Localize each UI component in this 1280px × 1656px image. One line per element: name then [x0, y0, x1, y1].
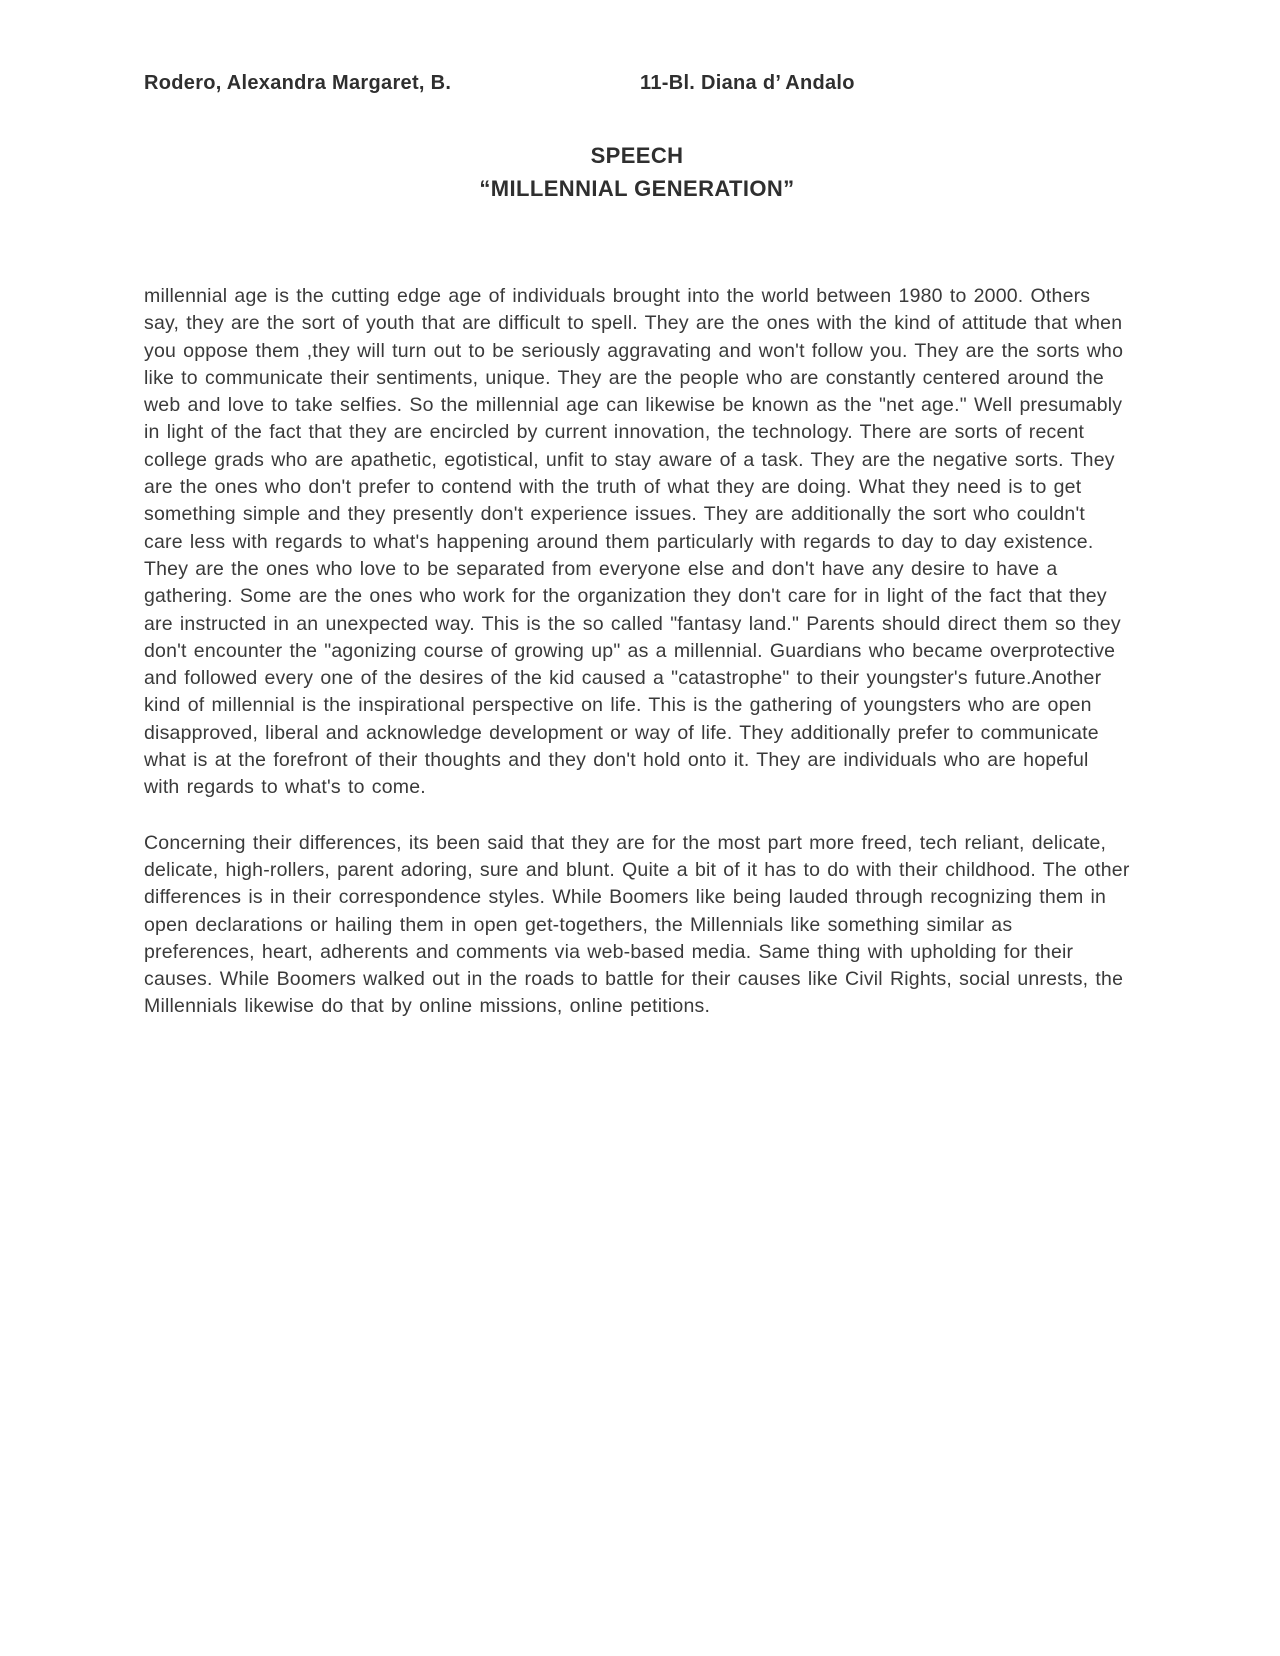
body-paragraph-1: millennial age is the cutting edge age of individuals brought into the world between 1980 to 2000. Others say, they are the sort of youth that are difficult to spell. They are the ones with the kind of attitude that when you oppose them ,they will turn out to be seriously aggravating and won't follow you. They are the sorts who like to communicate their sentiments, unique. They are the people who are constantly centered around the web and love to take selfies. So the millennial age can likewise be known as the "net age." Well presumably in light of the fact that they are encircled by current innovation, the technology. There are sorts of recent college grads who are apathetic, egotistical, unfit to stay aware of a task. They are the negative sorts. They are the ones who don't prefer to contend with the truth of what they are doing. What they need is to get something simple and they presently don't experience issues. They are additionally the sort who couldn't care less with regards to what's happening around them particularly with regards to day to day existence. They are the ones who love to be separated from everyone else and don't have any desire to have a gathering. Some are the ones who work for the organization they don't care for in light of the fact that they are instructed in an unexpected way. This is the so called "fantasy land." Parents should direct them so they don't encounter the "agonizing course of growing up" as a millennial. Guardians who became overprotective and followed every one of the desires of the kid caused a "catastrophe" to their youngster's future.Another kind of millennial is the inspirational perspective on life. This is the gathering of youngsters who are open disapproved, liberal and acknowledge development or way of life. They additionally prefer to communicate what is at the forefront of their thoughts and they don't hold onto it. They are individuals who are hopeful with regards to what's to come.	[144, 285, 1124, 799]
body-paragraph-2: Concerning their differences, its been said that they are for the most part more freed, tech reliant, delicate, delicate, high-rollers, parent adoring, sure and blunt. Quite a bit of it has to do with their childhood. The other differences is in their correspondence styles. While Boomers like being lauded through recognizing them in open declarations or hailing them in open get-togethers, the Millennials like something similar as preferences, heart, adherents and comments via web-based media. Same thing with upholding for their causes. While Boomers walked out in the roads to battle for their causes like Civil Rights, social unrests, the Millennials likewise do that by online missions, online petitions.	[144, 831, 1130, 1018]
student-name: Rodero, Alexandra Margaret, B.	[144, 72, 452, 94]
document-title	[144, 139, 1130, 205]
title-line-speech: SPEECH	[590, 143, 684, 168]
document-header	[144, 72, 1130, 95]
document-body	[144, 283, 1130, 1021]
title-line-millennial-generation: “MILLENNIAL GENERATION”	[479, 176, 795, 201]
class-info: 11-Bl. Diana d’ Andalo	[640, 72, 855, 94]
